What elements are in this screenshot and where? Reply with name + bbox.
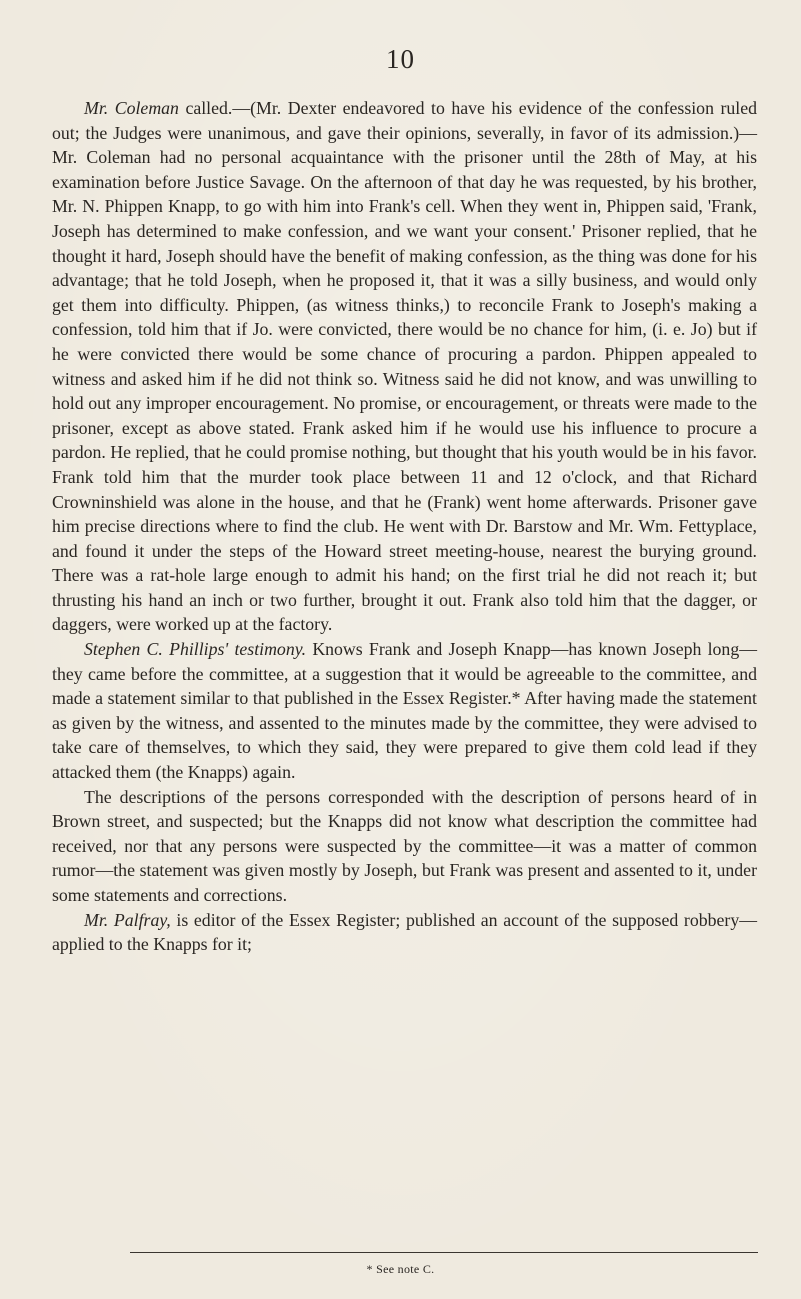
paragraph-phillips — [52, 637, 757, 785]
speaker-name: Stephen C. Phillips' testimony. — [84, 639, 307, 660]
paragraph-text: is editor of the Essex Register; published an account of the supposed robbery—applied to the Knapps for it; — [52, 909, 758, 955]
speaker-name: Mr. Coleman — [84, 98, 179, 118]
paragraph-text: The descriptions of the persons corresponded with the description of persons heard of in Brown street, and suspected; but the Knapps did not know what description the committee had received, nor that any persons were suspected by the committee—it was a matter of common rumor—the statement was given mostly by Joseph, but Frank was present and assented to it, under some statements and corrections. — [52, 786, 757, 905]
paragraph-coleman — [52, 96, 757, 637]
footnote-divider — [130, 1252, 758, 1253]
footnote: * See note C. — [366, 1262, 435, 1276]
paragraph-text: Knows Frank and Joseph Knapp—has known Joseph long—they came before the committee, at a suggestion that it would be agreeable to the committee, and made a statement similar to that published in the Essex Register.* After having made the statement as given by the witness, and assented to the minutes made by the committee, they were advised to take care of themselves, to which they said, they were prepared to give them cold lead if they attacked them (the Knapps) again. — [52, 639, 757, 783]
speaker-name: Mr. Palfray, — [84, 909, 171, 930]
paragraph-palfray — [52, 908, 757, 957]
page-number: 10 — [386, 44, 415, 74]
paragraph-text: called.—(Mr. Dexter endeavored to have his evidence of the confession ruled out; the Judges were unanimous, and gave their opinions, severally, in favor of its admission.)—Mr. Coleman had no personal acquaintance with the prisoner until the 28th of May, at his examination before Justice Savage. On the afternoon of that day he was requested, by his brother, Mr. N. Phippen Knapp, to go with him into Frank's cell. When they went in, Phippen said, 'Frank, Joseph has determined to make confession, and we want your consent.' Prisoner replied, that he thought it hard, Joseph should have the benefit of making confession, as the thing was done for his advantage; that he told Joseph, when he proposed it, that it was a silly business, and would only get them into difficulty. Phippen, (as witness thinks,) to reconcile Frank to Joseph's making a confession, told him that if Jo. were convicted, there would be no chance for him, (i. e. Jo) but if he were convicted there would be some chance of procuring a pardon. Phippen appealed to witness and asked him if he did not think so. Witness said he did not know, and was unwilling to hold out any improper encouragement. No promise, or encouragement, or threats were made to the prisoner, except as above stated. Frank asked him if he would use his influence to procure a pardon. He replied, that he could promise nothing, but thought that his youth would be in his favor. Frank told him that the murder took place between 11 and 12 o'clock, and that Richard Crowninshield was alone in the house, and that he (Frank) went home afterwards. Prisoner gave him precise directions where to find the club. He went with Dr. Barstow and Mr. Wm. Fettyplace, and found it under the steps of the Howard street meeting-house, nearest the burying ground. There was a rat-hole large enough to admit his hand; on the first trial he did not reach it; but thrusting his hand an inch or two further, brought it out. Frank also told him that the dagger, or daggers, were worked up at the factory. — [52, 98, 757, 635]
body-text — [52, 96, 757, 957]
paragraph-descriptions — [52, 785, 757, 908]
